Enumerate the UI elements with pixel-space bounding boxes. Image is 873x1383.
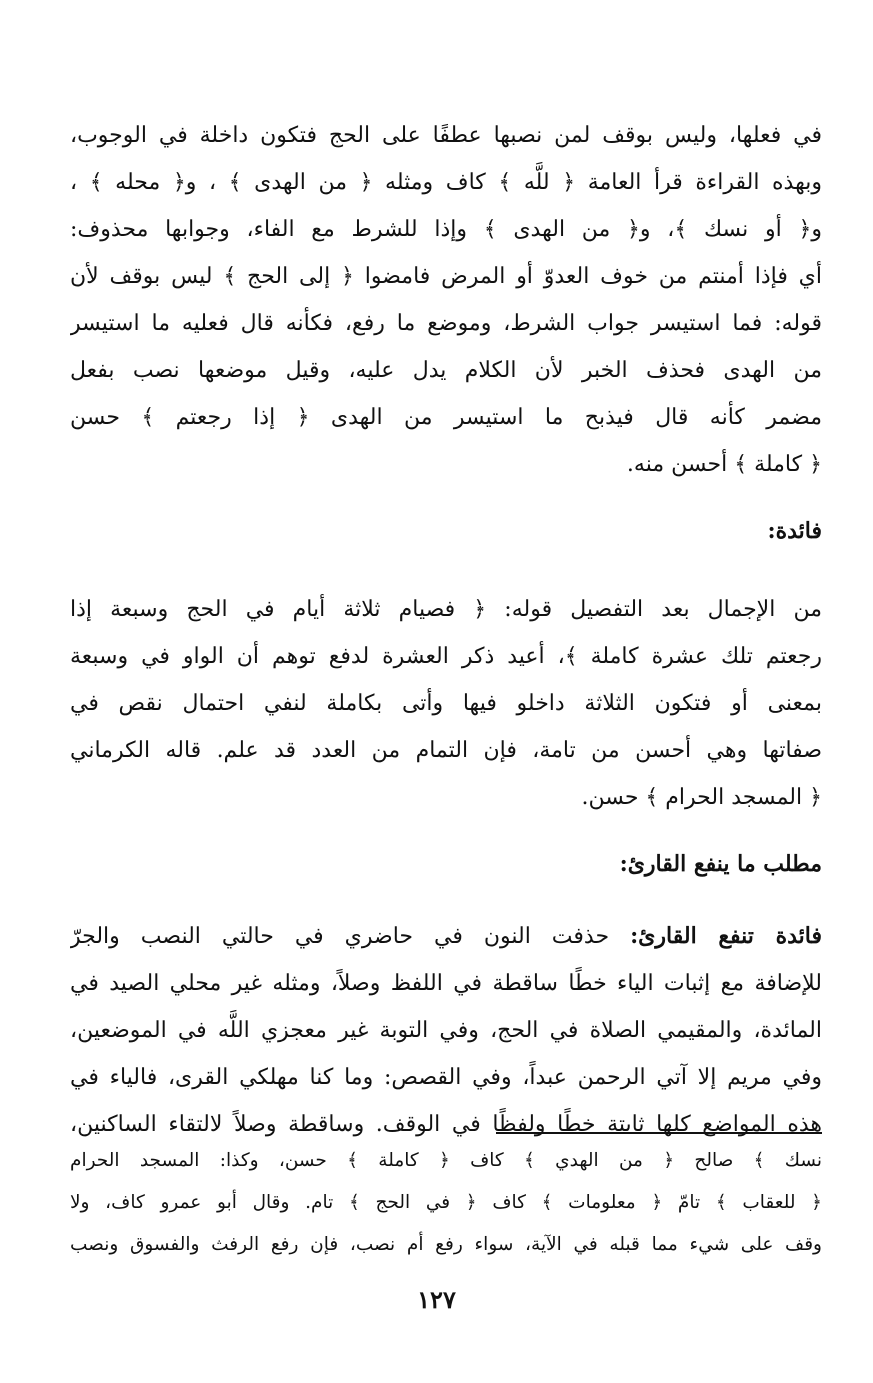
body-line: مضمر كأنه قال فيذبح ما استيسر من الهدى ﴿ إذا رجعتم ﴾ حسن xyxy=(70,405,822,430)
body-line: من الهدى فحذف الخبر لأن الكلام يدل عليه، وقيل موضعها نصب بفعل xyxy=(70,358,822,383)
footnote-line: نسك ﴾ صالح ﴿ من الهدي ﴾ كاف ﴿ كاملة ﴾ حسن، وكذا: المسجد الحرام xyxy=(70,1150,822,1171)
footnote-line: وقف على شيء مما قبله في الآية، سواء رفع أم نصب، فإن رفع الرفث والفسوق ونصب xyxy=(70,1234,822,1255)
qari-lead: فائدة تنفع القارئ: xyxy=(630,923,822,949)
qari-first-rest: حذفت النون في حاضري في حالتي النصب والجرّ xyxy=(70,924,610,949)
body-line: ﴿ كاملة ﴾ أحسن منه. xyxy=(626,452,822,477)
faida-line: ﴿ المسجد الحرام ﴾ حسن. xyxy=(581,785,822,810)
faida-line: بمعنى أو فتكون الثلاثة داخلو فيها وأتى بكاملة لنفي احتمال نقص في xyxy=(70,691,822,716)
page-body xyxy=(70,112,822,1148)
footnotes xyxy=(70,1140,822,1266)
qari-line: وفي مريم إلا آتي الرحمن عبداً، وفي القصص: وما كنا مهلكي القرى، فالياء في xyxy=(70,1065,822,1090)
qari-line: هذه المواضع كلها ثابتة خطًا ولفظًا في الوقف. وساقطة وصلاً لالتقاء الساكنين، xyxy=(70,1112,822,1137)
matlab-heading: مطلب ما ينفع القارئ: xyxy=(619,851,822,877)
body-line: قوله: فما استيسر جواب الشرط، وموضع ما رفع، فكأنه قال فعليه ما استيسر xyxy=(70,311,822,336)
qari-line-first xyxy=(70,913,822,960)
faida-line: صفاتها وهي أحسن من تامة، فإن التمام من العدد قد علم. قاله الكرماني xyxy=(70,738,822,763)
page-number: ١٢٧ xyxy=(417,1285,456,1314)
body-line: و﴿ أو نسك ﴾، و﴿ من الهدى ﴾ وإذا للشرط مع الفاء، وجوابها محذوف: xyxy=(70,217,822,242)
qari-line: المائدة، والمقيمي الصلاة في الحج، وفي التوبة غير معجزي اللَّه في الموضعين، xyxy=(70,1018,822,1043)
faida-heading: فائدة: xyxy=(767,518,822,544)
faida-line: رجعتم تلك عشرة كاملة ﴾، أعيد ذكر العشرة لدفع توهم أن الواو في وسبعة xyxy=(70,644,822,669)
faida-line: من الإجمال بعد التفصيل قوله: ﴿ فصيام ثلاثة أيام في الحج وسبعة إذا xyxy=(70,597,822,622)
body-line: أي فإذا أمنتم من خوف العدوّ أو المرض فامضوا ﴿ إلى الحج ﴾ ليس بوقف لأن xyxy=(70,264,822,289)
footnote-line: ﴿ للعقاب ﴾ تامّ ﴿ معلومات ﴾ كاف ﴿ في الحج ﴾ تام. وقال أبو عمرو كاف، ولا xyxy=(70,1192,822,1213)
body-line: وبهذه القراءة قرأ العامة ﴿ للَّه ﴾ كاف ومثله ﴿ من الهدى ﴾ ، و﴿ محله ﴾ ، xyxy=(70,170,822,195)
footnote-divider xyxy=(496,1132,822,1134)
body-line: في فعلها، وليس بوقف لمن نصبها عطفًا على الحج فتكون داخلة في الوجوب، xyxy=(70,123,822,148)
qari-line: للإضافة مع إثبات الياء خطًا ساقطة في اللفظ وصلاً، ومثله غير محلي الصيد في xyxy=(70,971,822,996)
